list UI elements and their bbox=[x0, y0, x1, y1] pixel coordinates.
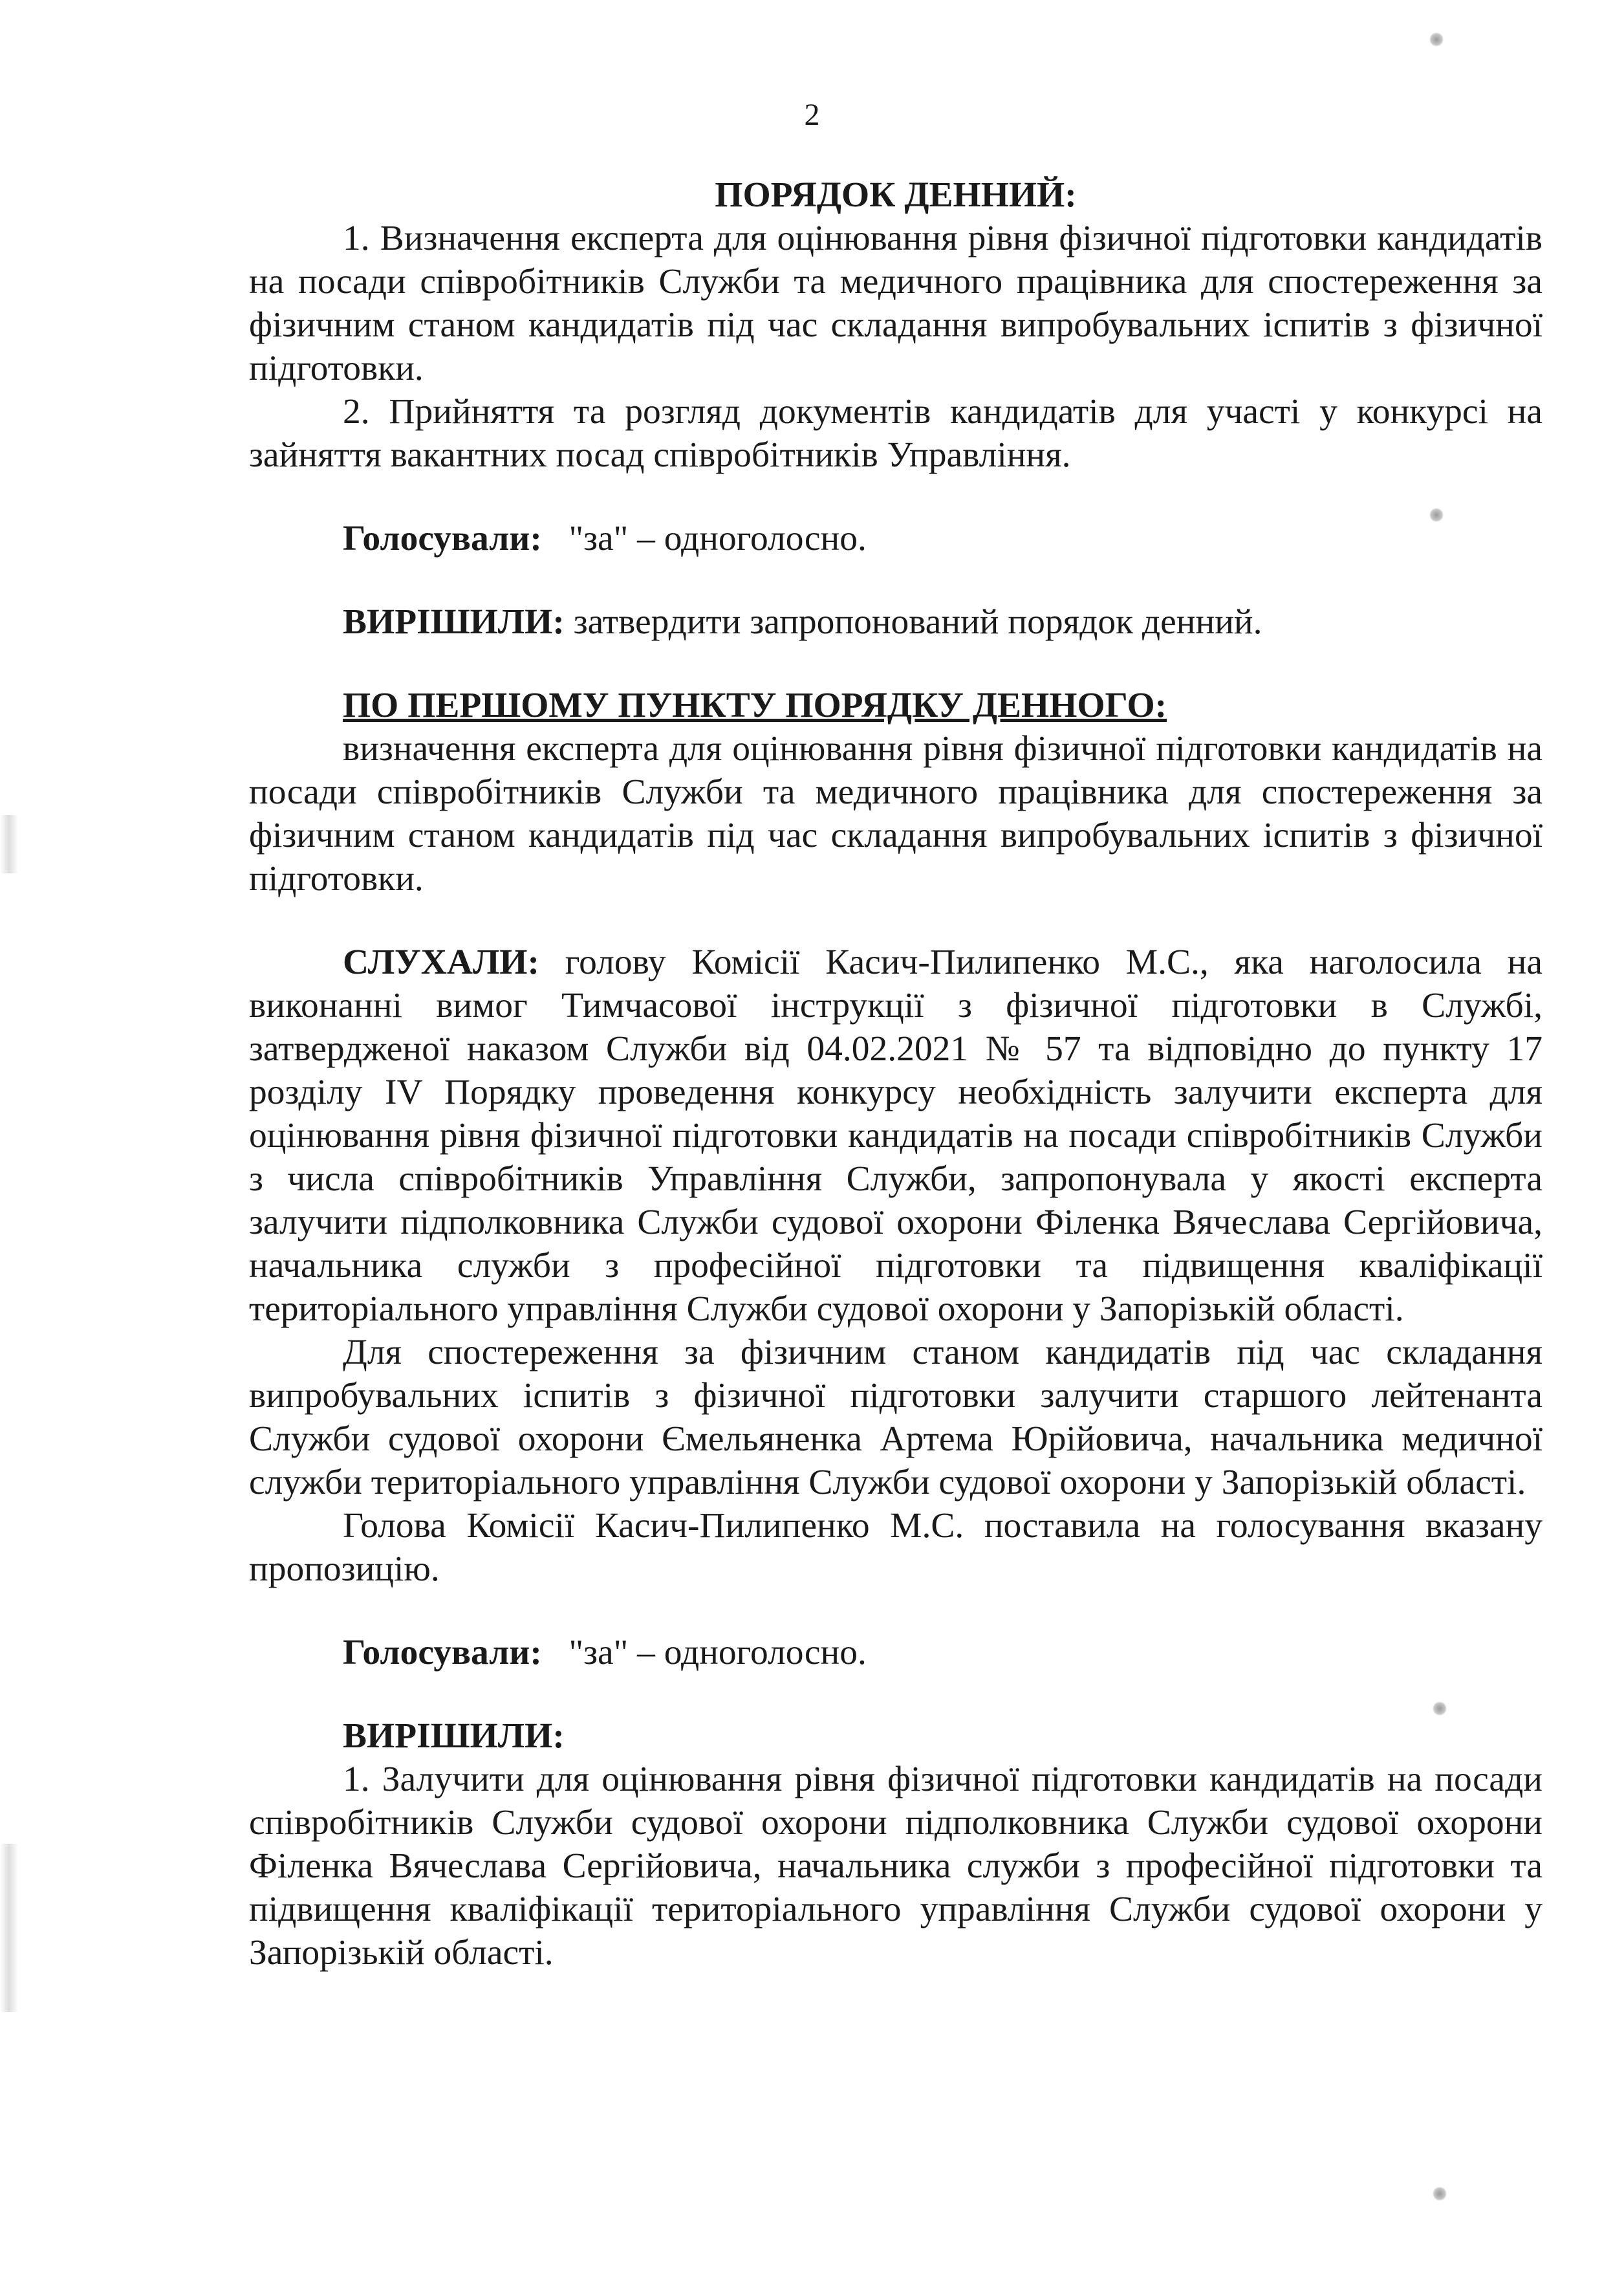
decision-line-1 bbox=[249, 600, 1543, 644]
vote-result: "за" – одноголосно. bbox=[568, 519, 867, 558]
vote-result: "за" – одноголосно. bbox=[568, 1633, 867, 1672]
decision-text: затвердити запропонований порядок денний. bbox=[573, 602, 1262, 642]
scan-edge-mark bbox=[0, 815, 18, 873]
heard-text: голову Комісії Касич-Пилипенко М.С., яка наголосила на виконанні вимог Тимчасової інструкції з фізичної підготовки в Службі, затвердженої наказом Служби від 04.02.2021 № 57 та відповідно до пункту 17 розділу IV Порядку проведення конкурсу необхідність залучити експерта для оцінювання рівня фізичної підготовки кандидатів на посади співробітників Служби з числа співробітників Управління Служби, запропонувала у якості експерта залучити підполковника Служби судової охорони Філенка Вячеслава Сергійовича, начальника служби з професійної підготовки та підвищення кваліфікації територіального управління Служби судової охорони у Запорізькій області. bbox=[249, 943, 1543, 1329]
vote-label: Голосували: bbox=[343, 519, 542, 558]
decision-label: ВИРІШИЛИ: bbox=[343, 602, 565, 642]
vote-line-1 bbox=[249, 517, 1543, 560]
document-body bbox=[249, 173, 1543, 1974]
agenda-item-2: 2. Прийняття та розгляд документів кандидатів для участі у конкурсі на зайняття вакантних посад співробітників Управління. bbox=[249, 392, 1543, 475]
page-number: 2 bbox=[804, 98, 820, 132]
vote-line-2 bbox=[249, 1631, 1543, 1674]
decision-title-2: ВИРІШИЛИ: bbox=[343, 1716, 565, 1756]
heard-label: СЛУХАЛИ: bbox=[343, 943, 539, 982]
heard-paragraph-3: Голова Комісії Касич-Пилипенко М.С. поставила на голосування вказану пропозицію. bbox=[249, 1506, 1543, 1589]
decision-2-item-1: 1. Залучити для оцінювання рівня фізичної підготовки кандидатів на посади співробітників Служби судової охорони підполковника Служби судової охорони Філенка Вячеслава Сергійовича, начальника служби з професійної підготовки та підвищення кваліфікації територіального управління Служби судової охорони у Запорізькій області. bbox=[249, 1760, 1543, 1972]
vote-label: Голосували: bbox=[343, 1633, 542, 1672]
agenda-title: ПОРЯДОК ДЕННИЙ: bbox=[715, 175, 1077, 215]
agenda-item-1: 1. Визначення експерта для оцінювання рівня фізичної підготовки кандидатів на посади співробітників Служби та медичного працівника для спостереження за фізичним станом кандидатів під час складання випробувальних іспитів з фізичної підготовки. bbox=[249, 219, 1543, 388]
scan-edge-mark bbox=[0, 1844, 18, 2012]
first-item-text: визначення експерта для оцінювання рівня фізичної підготовки кандидатів на посади співробітників Служби та медичного працівника для спостереження за фізичним станом кандидатів під час складання випробувальних іспитів з фізичної підготовки. bbox=[249, 729, 1543, 899]
heard-paragraph bbox=[249, 941, 1543, 1331]
first-item-title: ПО ПЕРШОМУ ПУНКТУ ПОРЯДКУ ДЕННОГО: bbox=[343, 686, 1167, 725]
heard-paragraph-2: Для спостереження за фізичним станом кандидатів під час складання випробувальних іспитів з фізичної підготовки залучити старшого лейтенанта Служби судової охорони Ємельяненка Артема Юрійовича, начальника медичної служби територіального управління Служби судової охорони у Запорізькій області. bbox=[249, 1333, 1543, 1502]
scan-speck bbox=[1429, 32, 1444, 47]
scan-speck bbox=[1433, 2187, 1447, 2201]
